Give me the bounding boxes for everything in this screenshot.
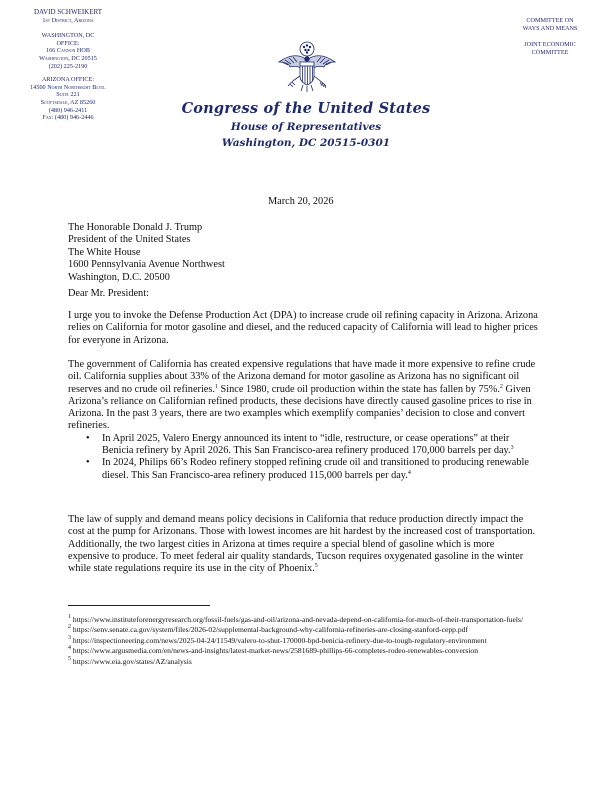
salutation: Dear Mr. President: [68,288,149,299]
member-district: 1st District, Arizona [42,16,94,24]
recipient-address [68,222,368,284]
committee-joint-econ-1: JOINT ECONOMIC [524,41,576,49]
right-letterhead [504,17,596,56]
dc-address-1: 166 Cannon HOB [45,47,90,55]
committee-ways-means-2: WAYS AND MEANS [522,24,578,32]
footnote-link[interactable]: https://senv.senate.ca.gov/system/files/2026-02/supplemental-background-why-california-refineries-are-closing-stanford-cepp.pdf [71,625,468,635]
footnote-ref[interactable]: 2 [499,383,503,390]
great-seal-eagle-icon [276,40,338,94]
footnote [68,615,542,624]
footnote [68,657,542,666]
house-title: House of Representatives [230,121,382,133]
footnote-link[interactable]: https://www.argusmedia.com/en/news-and-insights/latest-market-news/2581689-phillips-66-completes-rodeo-renewables-conversion [71,646,479,656]
paragraph-text-part: The government of California has created expensive regulations that have made it more expensive to refine crude oil. California supplies about 33% of the Arizona demand for motor gasoline as Arizona has no significant oil reserves and no crude oil refineries. [68,359,536,395]
washington-address-title: Washington, DC 20515-0301 [221,137,391,149]
recipient-line: The White House [68,246,141,258]
member-name: DAVID SCHWEIKERT [33,8,103,16]
paragraph-dpa-request [68,310,538,347]
footnote-ref[interactable]: 3 [510,445,514,452]
committee-joint-econ-2: COMMITTEE [531,48,569,56]
recipient-line: The Honorable Donald J. Trump [68,222,203,233]
letter-date: March 20, 2026 [268,196,334,207]
congress-title: Congress of the United States [181,100,431,117]
committee-ways-means-1: COMMITTEE ON [526,17,574,24]
footnote-number: 3 [68,634,71,641]
footnote [68,636,542,645]
az-address-3: Scottsdale, AZ 85260 [40,98,96,106]
recipient-line: Washington, D.C. 20500 [68,271,170,283]
footnote-number: 1 [68,614,71,620]
paragraph-text-part: The law of supply and demand means policy decisions in California that reduce production directly impact the cost at the pump for Arizonans. Those with lowest incomes are hit hardest by the increased cost of transportation. Additionally, the two largest cities in Arizona at times require a special blend of gasoline which is more expensive to produce. To meet federal air quality standards, Tucson requires oxygenated gasoline in the winter while state regulations require its use in the city of Phoenix. [68,514,536,575]
footnote-link[interactable]: https://www.eia.gov/states/AZ/analysis [71,656,192,666]
paragraph-text-part: Since 1980, crude oil production within the state has fallen by 75%. [217,383,500,395]
paragraph-text-part: Given Arizona’s reliance on Californian refined products, these decisions have directly caused gasoline prices to rise in Arizona. In the past 3 years, there are two examples which exemplify companies’ decision to close and convert refineries. [68,383,532,432]
az-phone: (480) 946-2411 [48,106,88,114]
footnote-divider [68,605,210,606]
bullet-glyph: • [86,432,90,444]
refinery-examples-list [68,433,538,482]
footnote [68,625,542,634]
list-item-text: In April 2025, Valero Energy announced its intent to “idle, restructure, or cease operations” at their Benicia refinery by April 2026. This San Francisco-area refinery produced 170,000 barrels per day. [102,432,511,457]
footnote [68,646,542,655]
az-address-2: Suite 221 [56,91,80,99]
az-fax: Fax: (480) 946-2446 [42,114,94,122]
paragraph-california-regulations [68,359,538,482]
paragraph-text: I urge you to invoke the Defense Production Act (DPA) to increase crude oil refining capacity in Arizona. Arizona relies on California for motor gasoline and diesel, and the reduced capacity of California will lead to higher prices for everyone in Arizona. [68,310,538,346]
footnote-number: 4 [68,645,71,652]
dc-phone: (202) 225-2190 [48,62,88,70]
bullet-glyph: • [86,457,90,469]
footnote-link[interactable]: https://www.instituteforenergyresearch.org/fossil-fuels/gas-and-oil/arizona-and-nevada-depend-on-california-for-much-of-their-transportation-fuels/ [71,615,524,624]
dc-office-label: WASHINGTON, DC [41,32,95,40]
paragraph-text [68,359,538,433]
recipient-line: President of the United States [68,234,191,246]
left-letterhead [18,9,118,122]
footnote-number: 2 [68,624,71,631]
footnote-ref[interactable]: 1 [214,383,218,390]
paragraph-text [68,514,538,575]
footnote-ref[interactable]: 4 [407,469,411,476]
dc-office-label-2: OFFICE: [56,39,80,47]
footnote-link[interactable]: https://inspectioneering.com/news/2025-04-24/11549/valero-to-shut-170000-bpd-benicia-refinery-due-to-tough-regulatory-environment [71,635,487,645]
footnote-number: 5 [68,655,71,662]
footnotes [68,615,542,667]
list-item [68,457,538,482]
dc-address-2: Washington, DC 20515 [39,54,97,62]
list-item-text: In 2024, Philips 66’s Rodeo refinery stopped refining crude oil and transitioned to producing renewable diesel. This San Francisco-area refinery produced 115,000 barrels per day. [102,457,529,481]
recipient-line: 1600 Pennsylvania Avenue Northwest [68,259,225,271]
az-office-label: ARIZONA OFFICE: [41,76,95,84]
footnote-ref[interactable]: 5 [314,563,318,570]
paragraph-supply-demand [68,514,538,575]
az-address-1: 14500 North Northsight Blvd. [30,83,106,91]
list-item [68,433,538,458]
